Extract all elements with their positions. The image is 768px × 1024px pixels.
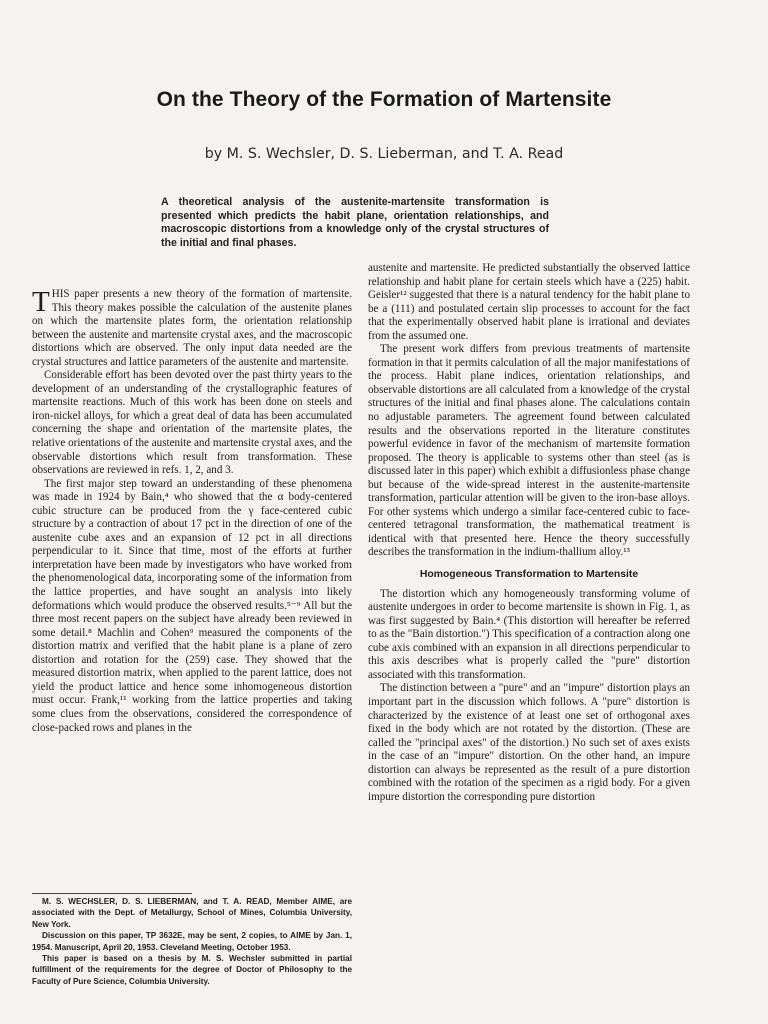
footnote-thesis: This paper is based on a thesis by M. S. Wechsler submitted in partial fulfillment of the requirements for the degree of Doctor of Philosophy to the Faculty of Pure Science, Columbia University. [32,954,352,986]
drop-cap: T [32,286,50,318]
section-heading: Homogeneous Transformation to Martensite [419,569,639,581]
intro-paragraph [32,288,352,369]
body-paragraph: Considerable effort has been devoted over the past thirty years to the development of an understanding of the crystallographic features of martensite reactions. Much of this work has been done on steels and iron-nickel alloys, for which a great deal of data has been accumulated concerning the shape and orientation of the martensite plates, the relative orientations of the austenite and martensite crystal axes, and the observable distortions which result from transformation. These observations are reviewed in refs. 1, 2, and 3. [32,369,352,477]
author-line: by M. S. Wechsler, D. S. Lieberman, and T. A. Read [204,146,564,162]
abstract: A theoretical analysis of the austenite-martensite transformation is presented which predicts the habit plane, orientation relationships, and macroscopic distortions from a knowledge only of the crystal structures of the initial and final phases. [161,196,549,249]
footnote-rule [32,893,192,894]
body-paragraph: The first major step toward an understanding of these phenomena was made in 1924 by Bain,⁴ who showed that the α body-centered cubic structure can be produced from the γ face-centered cubic structure by a contraction of about 17 pct in the direction of one of the austenite cube axes and an expansion of 12 pct in all directions perpendicular to it. Since that time, most of the efforts at further interpretation have been made by investigators who have worked from the phenomenological data, incorporating some of the information from the lattice properties, and have sought an analysis into likely deformations which would produce the observed results.⁵⁻⁹ All but the three most recent papers on the subject have already been reviewed in some detail.⁸ Machlin and Cohen⁹ measured the components of the distortion matrix and verified that the habit plane is a plane of zero distortion and rotation for the (259) case. They showed that the measured distortion matrix, when applied to the parent lattice, does not yield the product lattice and hence some inhomogeneous distortion must occur. Frank,¹¹ working from the lattice properties and taking some clues from the observations, considered the correspondence of close-packed rows and planes in the [32,477,352,734]
right-column [368,262,690,804]
left-column [32,288,352,735]
body-paragraph: The distortion which any homogeneously transforming volume of austenite undergoes in order to become martensite is shown in Fig. 1, as was first suggested by Bain.⁴ (This distortion will hereafter be referred to as the "Bain distortion.") This specification of a contraction along one cube axis combined with an expansion in all directions perpendicular to this axis describes what is properly called the "pure" distortion associated with this transformation. [368,587,690,681]
footnote [32,896,352,987]
body-paragraph: The distinction between a "pure" and an "impure" distortion plays an important part in the discussion which follows. A "pure" distortion is characterized by the existence of at least one set of orthogonal axes fixed in the body which are not rotated by the distortion. (These are called the "principal axes" of the distortion.) No such set of axes exists in the case of an "impure" distortion. On the other hand, an impure distortion can always be represented as the result of a pure distortion combined with the rotation of the specimen as a rigid body. For a given impure distortion the corresponding pure distortion [368,682,690,803]
footnote-affiliation: M. S. WECHSLER, D. S. LIEBERMAN, and T. A. READ, Member AIME, are associated with the Dept. of Metallurgy, School of Mines, Columbia University, New York. [32,897,352,929]
footnote-discussion: Discussion on this paper, TP 3632E, may be sent, 2 copies, to AIME by Jan. 1, 1954. Manuscript, April 20, 1953. Cleveland Meeting, October 1953. [32,931,352,952]
paper-title: On the Theory of the Formation of Martensite [156,88,612,111]
body-paragraph: austenite and martensite. He predicted substantially the observed lattice relationship and habit plane for certain steels which have a (225) habit. Geisler¹² suggested that there is a natural tendency for the habit plane to be a (111) and postulated certain slip processes to account for the fact that the experimentally observed habit plane is irrational and deviates from the assumed one. [368,262,690,342]
intro-text: HIS paper presents a new theory of the formation of martensite. This theory makes possible the calculation of the austenite planes on which the martensite plates form, the orientation relationship between the austenite and martensite crystal axes, and the macroscopic distortions which are observed. The only input data needed are the crystal structures and lattice parameters of the austenite and martensite. [32,288,352,368]
body-paragraph: The present work differs from previous treatments of martensite formation in that it permits calculation of all the major manifestations of the process. Habit plane indices, orientation relationships, and observable distortions are all calculated from a knowledge of the crystal structures of the initial and final phases alone. The calculations contain no adjustable parameters. The agreement found between calculated results and the observations reported in the literature constitutes powerful evidence in favor of the mechanism of martensite formation proposed. The theory is applicable to systems other than steel (as is discussed later in this paper) which exhibit a diffusionless phase change but because of the wide-spread interest in the austenite-martensite transformation, particular attention will be given to the iron-base alloys. For other systems which undergo a similar face-centered cubic to face-centered tetragonal transformation, the mathematical treatment is identical with that presented here. Hence the theory successfully describes the transformation in the indium-thallium alloy.¹³ [368,343,690,559]
